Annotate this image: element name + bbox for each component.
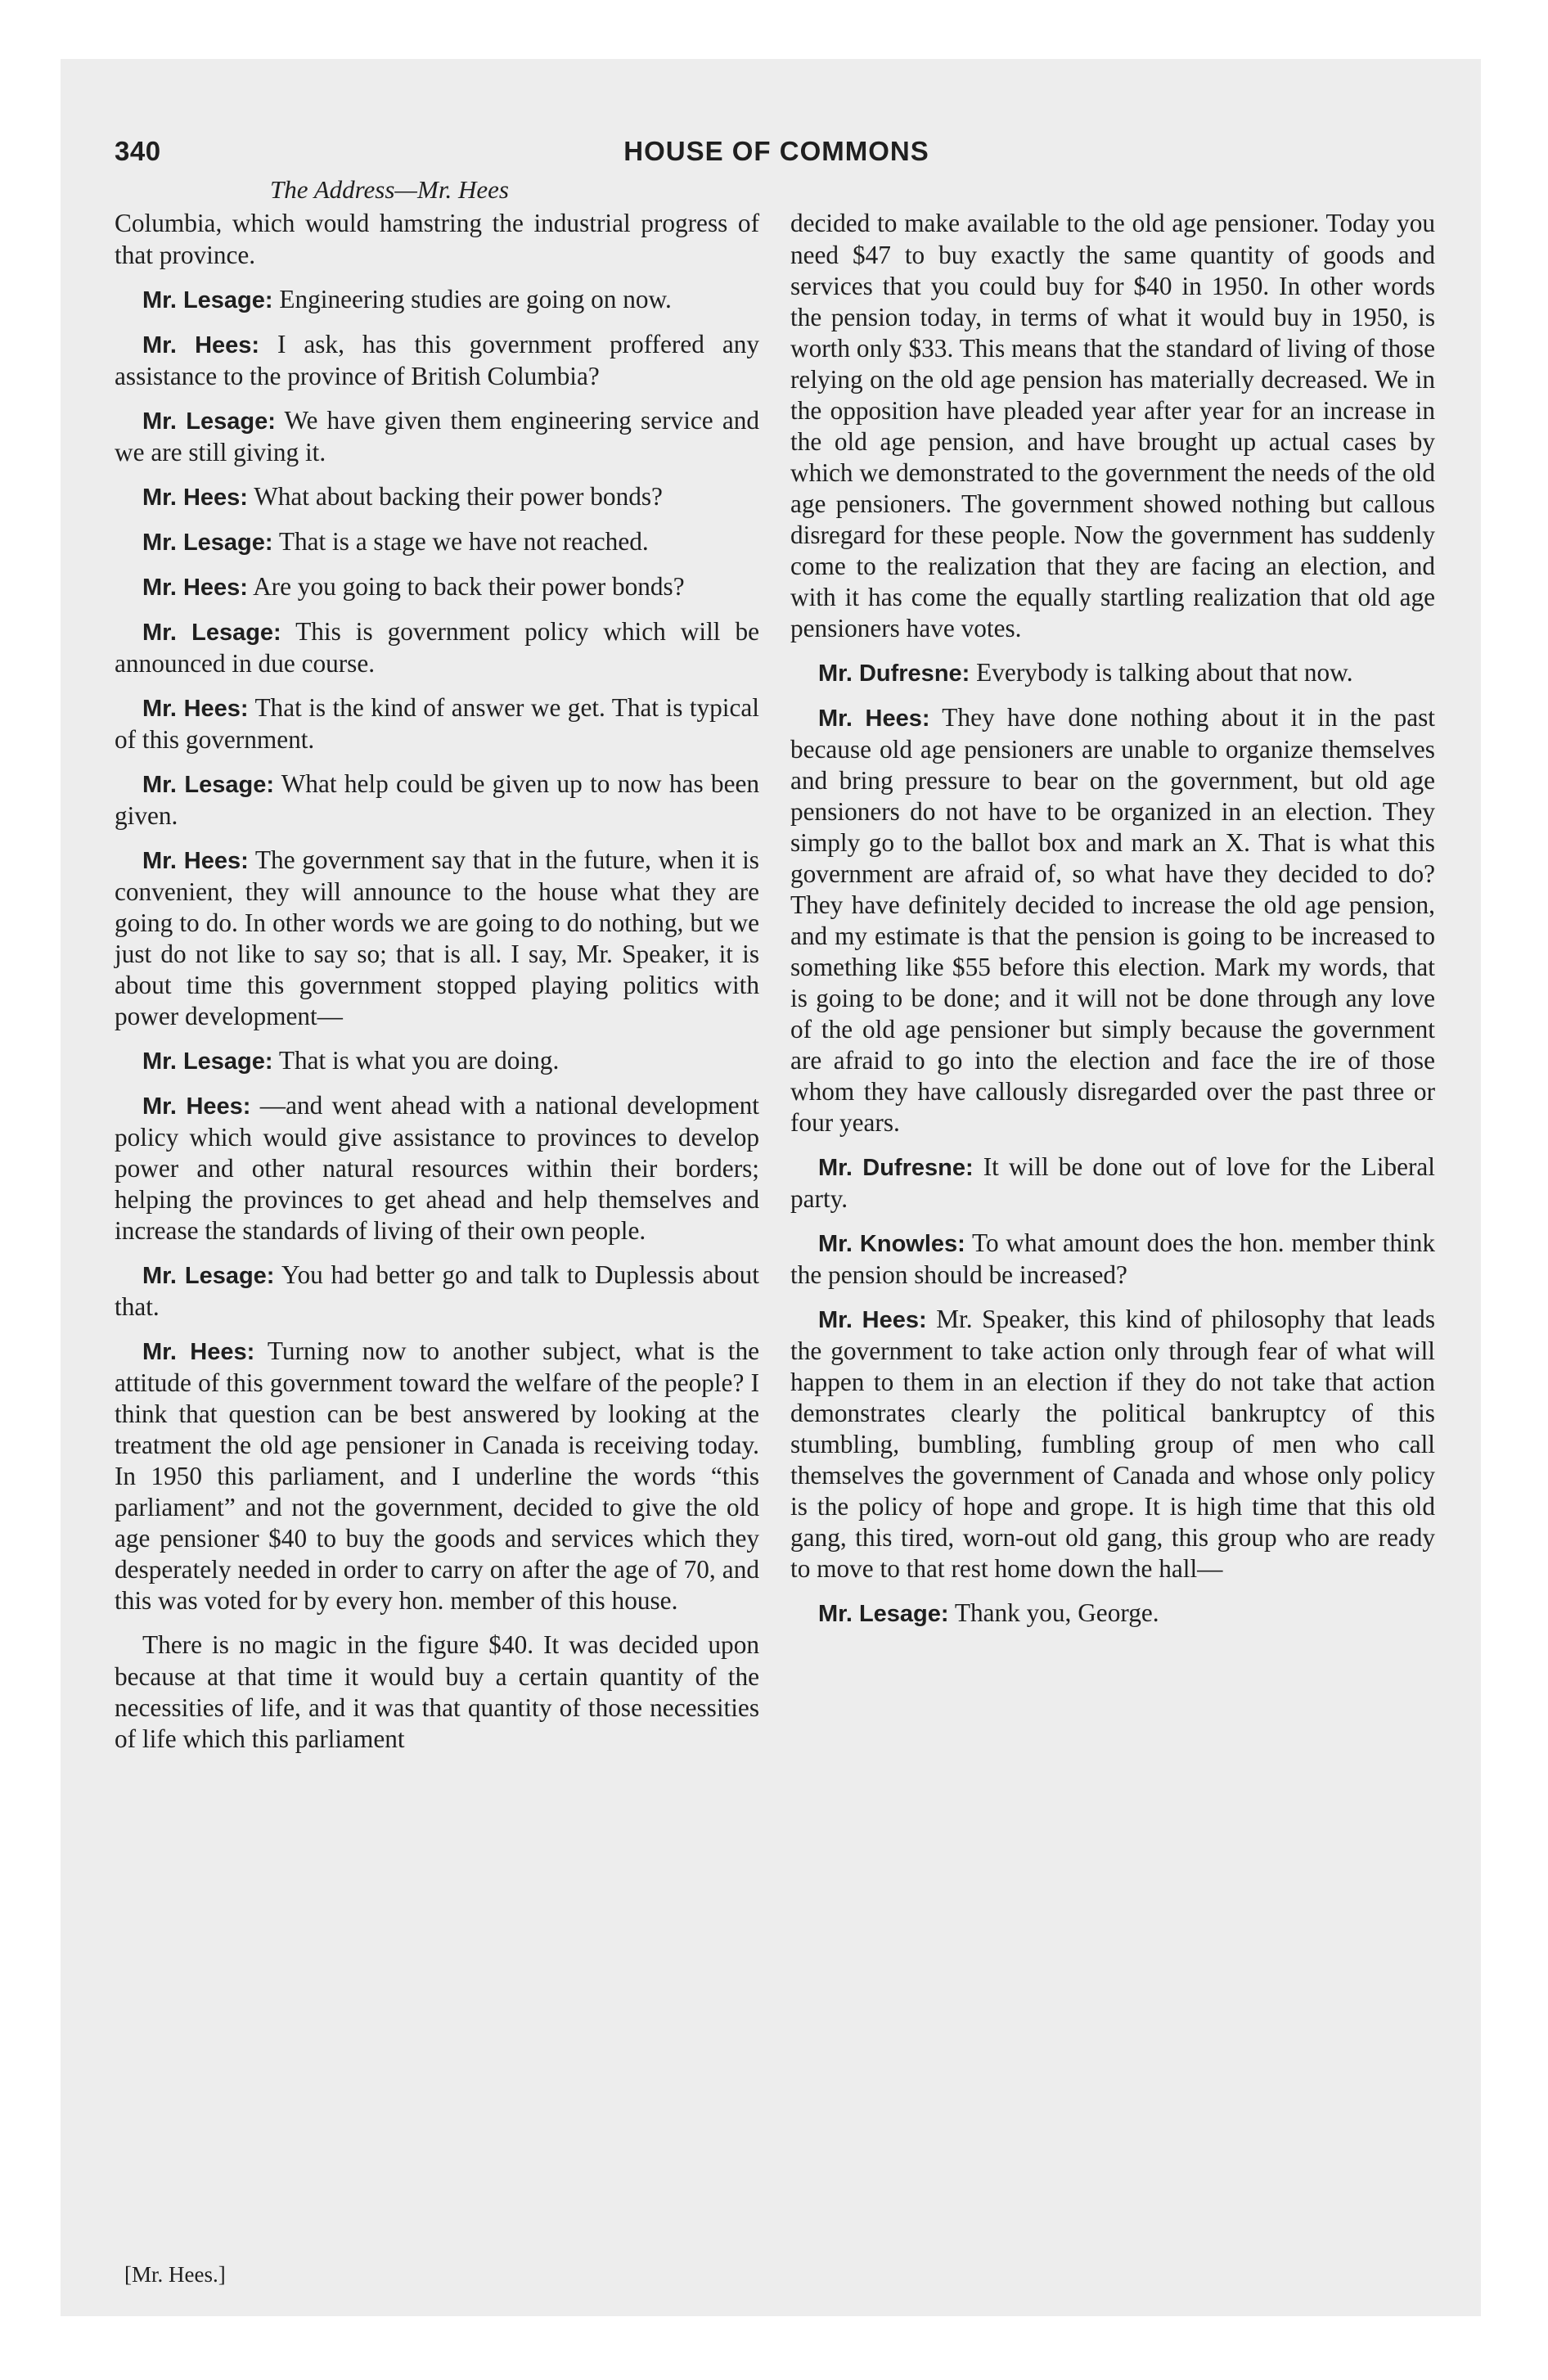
speech-text: —and went ahead with a national development policy which would give assistance to provinces to develop power and other natural resources within their borders; helping the provinces to get ahead and help themselves and increase the standards of living of their own people.: [115, 1091, 760, 1245]
paragraph: [115, 1090, 759, 1246]
speaker-name: Mr. Hees:: [818, 705, 930, 732]
speaker-name: Mr. Hees:: [142, 696, 249, 722]
paragraph: [115, 1260, 759, 1323]
paragraph: [115, 571, 759, 603]
paragraph: [790, 1598, 1435, 1629]
speaker-name: Mr. Lesage:: [142, 772, 275, 798]
speech-text: That is the kind of answer we get. That is typical of this government.: [115, 693, 759, 754]
section-subhead: The Address—Mr. Hees: [270, 175, 509, 204]
speech-text: There is no magic in the figure $40. It was decided upon because at that time it would buy a certain quantity of the necessities of life, and it was that quantity of those necessities of life which this parliament: [115, 1630, 759, 1753]
speaker-name: Mr. Dufresne:: [818, 660, 970, 687]
paragraph: [115, 845, 759, 1032]
speaker-name: Mr. Lesage:: [818, 1601, 949, 1627]
paragraph: [115, 208, 759, 271]
speaker-name: Mr. Hees:: [142, 485, 248, 511]
speech-text: What about backing their power bonds?: [254, 482, 663, 511]
paragraph: [790, 1228, 1435, 1291]
speech-text: Thank you, George.: [954, 1598, 1159, 1627]
paragraph: [115, 692, 759, 755]
left-column: [115, 208, 759, 1768]
speech-text: Everybody is talking about that now.: [976, 658, 1353, 687]
speaker-name: Mr. Lesage:: [142, 408, 276, 435]
speech-text: You had better go and talk to Duplessis about that.: [115, 1260, 759, 1321]
paragraph: [115, 616, 759, 679]
speaker-name: Mr. Knowles:: [818, 1231, 965, 1257]
page-number: 340: [115, 136, 161, 166]
speaker-name: Mr. Lesage:: [142, 1263, 275, 1289]
speech-text: Engineering studies are going on now.: [279, 285, 672, 313]
paragraph: [790, 208, 1435, 644]
paragraph: [790, 657, 1435, 689]
speech-text: decided to make available to the old age pensioner. Today you need $47 to buy exactly the same quantity of goods and services that you could buy for $40 in 1950. In other words the pension today, in terms of what it would buy in 1950, is worth only $33. This means that the standard of living of those relying on the old age pension has materially decreased. We in the opposition have pleaded year after year for an increase in the old age pension, and have brought up actual cases by which we demonstrated to the government the needs of the old age pensioners. The government showed nothing but callous disregard for these people. Now the government has suddenly come to the realization that they are facing an election, and with it has come the equally startling realization that old age pensioners have votes.: [790, 209, 1435, 642]
speech-text: Columbia, which would hamstring the industrial progress of that province.: [115, 209, 759, 269]
speaker-name: Mr. Lesage:: [142, 287, 273, 313]
speaker-name: Mr. Lesage:: [142, 1048, 273, 1075]
running-head: HOUSE OF COMMONS: [623, 136, 929, 166]
speech-text: Turning now to another subject, what is the attitude of this government toward the welfare of the people? I think that question can be best answered by looking at the treatment the old age pensioner in Canada is receiving today. In 1950 this parliament, and I underline the words “this parliament” and not the government, decided to give the old age pensioner $40 to buy the goods and services which they desperately needed in order to carry on after the age of 70, and this was voted for by every hon. member of this house.: [115, 1336, 759, 1615]
hansard-page: [115, 126, 1438, 2287]
right-column: [790, 208, 1435, 1643]
speech-text: Are you going to back their power bonds?: [253, 572, 685, 601]
speaker-name: Mr. Hees:: [142, 332, 260, 358]
speech-text: To what amount does the hon. member think the pension should be increased?: [790, 1228, 1436, 1289]
speaker-footnote: [Mr. Hees.]: [124, 2262, 226, 2287]
paragraph: [790, 1152, 1435, 1215]
speech-text: We have given them engineering service and we are still giving it.: [115, 406, 760, 467]
speech-text: Mr. Speaker, this kind of philosophy that leads the government to take action only through fear of what will happen to them in an election if they do not take that action demonstrates clearly the political bankruptcy of this stumbling, bumbling, fumbling group of men who call themselves the government of Canada and whose only policy is the policy of hope and grope. It is high time that this old gang, this tired, worn-out old gang, this group who are ready to move to that rest home down the hall—: [790, 1305, 1435, 1583]
speaker-name: Mr. Lesage:: [142, 530, 273, 556]
paragraph: [115, 1336, 759, 1616]
paragraph: [790, 1304, 1435, 1584]
speaker-name: Mr. Lesage:: [142, 620, 281, 646]
speech-text: They have done nothing about it in the past because old age pensioners are unable to organize themselves and bring pressure to bear on the government, but old age pensioners do not have to be organized in an election. They simply go to the ballot box and mark an X. That is what this government are afraid of, so what have they decided to do? They have definitely decided to increase the old age pension, and my estimate is that the pension is going to be increased to something like $55 before this election. Mark my words, that is going to be done; and it will not be done through any love of the old age pensioner but simply because the government are afraid to go into the election and face the ire of those whom they have callously disregarded over the past three or four years.: [790, 703, 1435, 1137]
speech-text: It will be done out of love for the Liberal party.: [790, 1152, 1435, 1213]
speaker-name: Mr. Hees:: [142, 848, 249, 874]
speaker-name: Mr. Hees:: [142, 1093, 251, 1120]
paragraph: [115, 481, 759, 513]
speech-text: That is what you are doing.: [278, 1046, 560, 1075]
paragraph: [790, 702, 1435, 1138]
speech-text: I ask, has this government proffered any assistance to the province of British Columbia?: [115, 330, 760, 390]
paragraph: [115, 1629, 759, 1755]
paragraph: [115, 769, 759, 832]
paragraph: [115, 329, 759, 392]
paragraph: [115, 1045, 759, 1077]
speech-text: That is a stage we have not reached.: [278, 527, 649, 556]
speaker-name: Mr. Hees:: [818, 1307, 927, 1333]
speech-text: The government say that in the future, when it is convenient, they will announce to the house what they are going to do. In other words we are going to do nothing, but we just do not like to say so; that is all. I say, Mr. Speaker, it is about time this government stopped playing politics with power development—: [115, 845, 759, 1030]
speaker-name: Mr. Dufresne:: [818, 1155, 974, 1181]
paragraph: [115, 405, 759, 468]
speaker-name: Mr. Hees:: [142, 1339, 255, 1365]
scanned-page-background: [61, 59, 1481, 2316]
paragraph: [115, 526, 759, 558]
paragraph: [115, 284, 759, 316]
speaker-name: Mr. Hees:: [142, 575, 248, 601]
speech-text: This is government policy which will be announced in due course.: [115, 617, 759, 678]
speech-text: What help could be given up to now has been given.: [115, 769, 759, 830]
